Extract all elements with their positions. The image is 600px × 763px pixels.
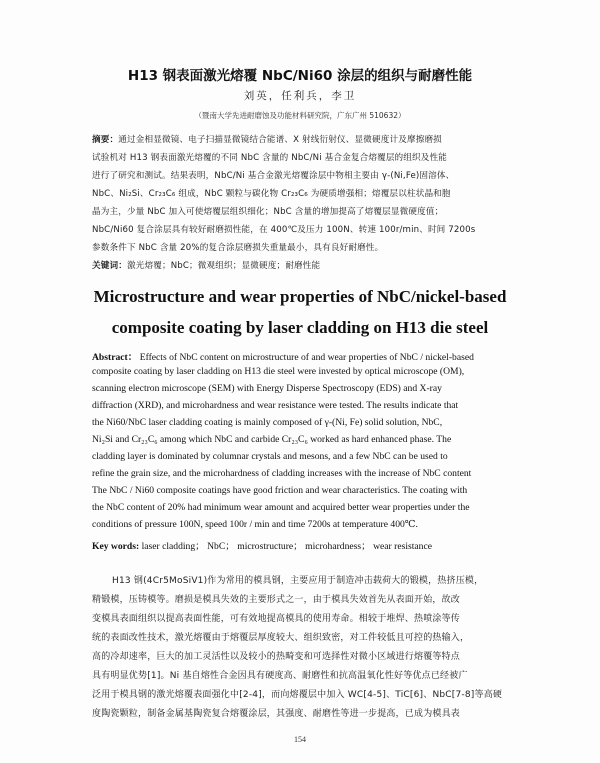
english-abstract-label: Abstract： xyxy=(92,352,138,363)
body-paragraph-line: 统的表面改性技术，激光熔覆由于熔覆层厚度较大、组织致密，对工件较低且可控的热输入， xyxy=(92,633,470,643)
english-abstract-line: refine the grain size, and the microhardness of cladding increases with the increase of NbC content xyxy=(92,468,472,479)
english-keywords-label: Key words: xyxy=(92,541,140,552)
chinese-abstract-line: 参数条件下 NbC 含量 20%的复合涂层磨损失重量最小，具有良好耐磨性。 xyxy=(92,243,384,253)
body-paragraph-line: H13 钢(4Cr5MoSiV1)作为常用的模具钢，主要应用于制造冲击载荷大的锻模，热挤压模， xyxy=(112,576,484,586)
chinese-keywords-line xyxy=(92,259,510,271)
english-abstract-line: scanning electron microscope (SEM) with Energy Disperse Spectroscopy (EDS) and X-ray xyxy=(92,383,442,394)
chinese-abstract-line: 晶为主，少量 NbC 加入可使熔覆层组织细化；NbC 含量的增加提高了熔覆层显微硬度值； xyxy=(92,207,444,217)
english-keywords-line xyxy=(92,538,510,552)
page-number: 154 xyxy=(294,735,306,744)
body-paragraph-line: 泛用于模具钢的激光熔覆表面强化中[2-4]，而向熔覆层中加入 WC[4-5]、TiC[6]、NbC[7-8]等高硬 xyxy=(92,690,503,700)
chinese-affiliation: （暨南大学先进耐磨蚀及功能材料研究院，广东广州 510632） xyxy=(194,111,406,120)
chinese-abstract-line: 进行了研究和测试。结果表明，NbC/Ni 基合金激光熔覆涂层中物相主要由 γ-(Ni,Fe)固溶体、 xyxy=(92,171,455,181)
english-title-line-1: Microstructure and wear properties of NbC/nickel-based xyxy=(93,287,507,306)
english-abstract-text: Effects of NbC content on microstructure of and wear properties of NbC / nickel-based xyxy=(139,352,474,363)
chinese-keywords: 激光熔覆；NbC；微观组织；显微硬度；耐磨性能 xyxy=(126,261,321,271)
body-paragraph-line: 精锻模，压铸模等。磨损是模具失效的主要形式之一，由于模具失效首先从表面开始，故改 xyxy=(92,595,461,605)
english-title-line-2: composite coating by laser cladding on H13 die steel xyxy=(111,318,489,337)
body-paragraph-line: 变模具表面组织以提高表面性能，可有效地提高模具的使用寿命。相较于堆焊、热喷涂等传 xyxy=(92,614,461,624)
body-paragraph-line: 度陶瓷颗粒，制备金属基陶瓷复合熔覆涂层，其强度、耐磨性等进一步提高，已成为模具表 xyxy=(92,709,461,719)
english-abstract-line: The NbC / Ni60 composite coatings have good friction and wear characteristics. The coating with xyxy=(92,485,468,496)
english-abstract-line: cladding layer is dominated by columnar crystals and mesons, and a few NbC can be used to xyxy=(92,451,448,462)
english-abstract-line: Ni₂Si and Cr₂₃C₆ among which NbC and carbide Cr₂₃C₆ worked as hard enhanced phase. The xyxy=(92,434,452,445)
chinese-abstract-line: NbC、Ni₂Si、Cr₂₃C₆ 组成，NbC 颗粒与碳化物 Cr₂₃C₆ 为硬质增强相；熔覆层以柱状晶和胞 xyxy=(92,189,451,199)
english-keywords: laser cladding； NbC； microstructure； microhardness； wear resistance xyxy=(141,541,432,552)
body-paragraph-line: 高的冷却速率，巨大的加工灵活性以及较小的热畸变和可选择性对微小区域进行熔覆等特点 xyxy=(92,652,461,662)
chinese-abstract-line xyxy=(92,133,510,145)
english-abstract-line: diffraction (XRD), and microhardness and wear resistance were tested. The results indicate that xyxy=(92,400,459,411)
chinese-authors: 刘英，任利兵，李卫 xyxy=(243,90,357,102)
chinese-abstract-text: 通过金相显微镜、电子扫描显微镜结合能谱、X 射线衍射仪、显微硬度计及摩擦磨损 xyxy=(118,135,442,145)
english-abstract-line: the Ni60/NbC laser cladding coating is mainly composed of γ-(Ni, Fe) solid solution, NbC, xyxy=(92,417,443,428)
english-abstract-line: conditions of pressure 100N, speed 100r / min and time 7200s at temperature 400℃. xyxy=(92,519,418,530)
chinese-abstract-line: NbC/Ni60 复合涂层具有较好耐磨损性能，在 400℃及压力 100N、转速 100r/min、时间 7200s xyxy=(92,225,476,235)
chinese-title: H13 钢表面激光熔覆 NbC/Ni60 涂层的组织与耐磨性能 xyxy=(127,68,473,84)
chinese-abstract-label: 摘要： xyxy=(92,135,119,145)
english-abstract-line xyxy=(92,349,510,363)
english-abstract-line: the NbC content of 20% had minimum wear amount and acquired better wear properties under the xyxy=(92,502,470,513)
chinese-keywords-label: 关键词： xyxy=(92,261,127,271)
english-abstract-line: composite coating by laser cladding on H13 die steel were invested by optical microscope (OM), xyxy=(92,366,465,377)
chinese-abstract-line: 试验机对 H13 钢表面激光熔覆的不同 NbC 含量的 NbC/Ni 基合金复合熔覆层的组织及性能 xyxy=(92,153,448,163)
body-paragraph-line: 具有明显优势[1]。Ni 基自熔性合金因具有硬度高、耐磨性和抗高温氧化性好等优点已经被广 xyxy=(92,671,468,681)
